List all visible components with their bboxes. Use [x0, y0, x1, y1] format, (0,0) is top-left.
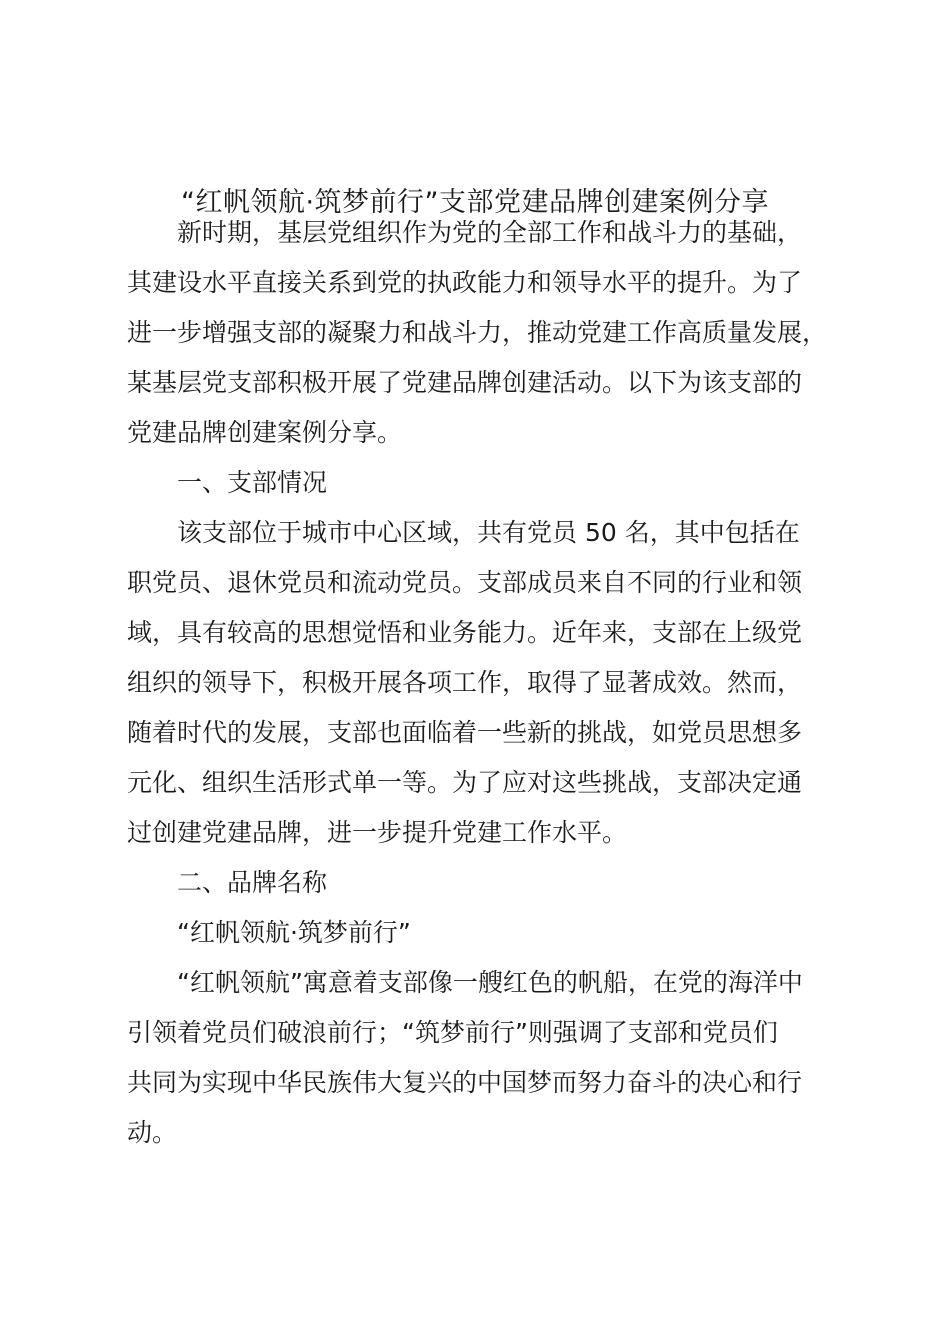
paragraph-line: 域，具有较高的思想觉悟和业务能力。近年来，支部在上级党	[127, 618, 803, 647]
paragraph-line: 元化、组织生活形式单一等。为了应对这些挑战，支部决定通	[127, 768, 803, 797]
paragraph-line: 组织的领导下，积极开展各项工作，取得了显著成效。然而，	[127, 668, 803, 697]
paragraph-line: 某基层党支部积极开展了党建品牌创建活动。以下为该支部的	[127, 368, 803, 397]
paragraph-line: 过创建党建品牌，进一步提升党建工作水平。	[127, 818, 628, 847]
paragraph-line: “红帆领航”寓意着支部像一艘红色的帆船，在党的海洋中	[177, 968, 803, 997]
brand-name: “红帆领航·筑梦前行”	[177, 918, 411, 947]
section-heading: 二、品牌名称	[177, 868, 328, 897]
paragraph-line: 引领着党员们破浪前行；“筑梦前行”则强调了支部和党员们	[127, 1018, 778, 1047]
document-title: “红帆领航·筑梦前行”支部党建品牌创建案例分享	[180, 187, 770, 218]
paragraph-line: 该支部位于城市中心区域，共有党员 50 名，其中包括在	[177, 518, 800, 547]
paragraph-line: 党建品牌创建案例分享。	[127, 418, 403, 447]
paragraph-line: 动。	[127, 1118, 178, 1147]
paragraph-line: 新时期，基层党组织作为党的全部工作和战斗力的基础，	[177, 218, 803, 247]
paragraph-line: 职党员、退休党员和流动党员。支部成员来自不同的行业和领	[127, 568, 803, 597]
paragraph-line: 其建设水平直接关系到党的执政能力和领导水平的提升。为了	[127, 268, 803, 297]
section-heading: 一、支部情况	[177, 468, 328, 497]
document-body	[127, 208, 847, 1158]
paragraph-line: 共同为实现中华民族伟大复兴的中国梦而努力奋斗的决心和行	[127, 1068, 803, 1097]
paragraph-line: 随着时代的发展，支部也面临着一些新的挑战，如党员思想多	[127, 718, 803, 747]
paragraph-line: 进一步增强支部的凝聚力和战斗力，推动党建工作高质量发展，	[127, 318, 828, 347]
